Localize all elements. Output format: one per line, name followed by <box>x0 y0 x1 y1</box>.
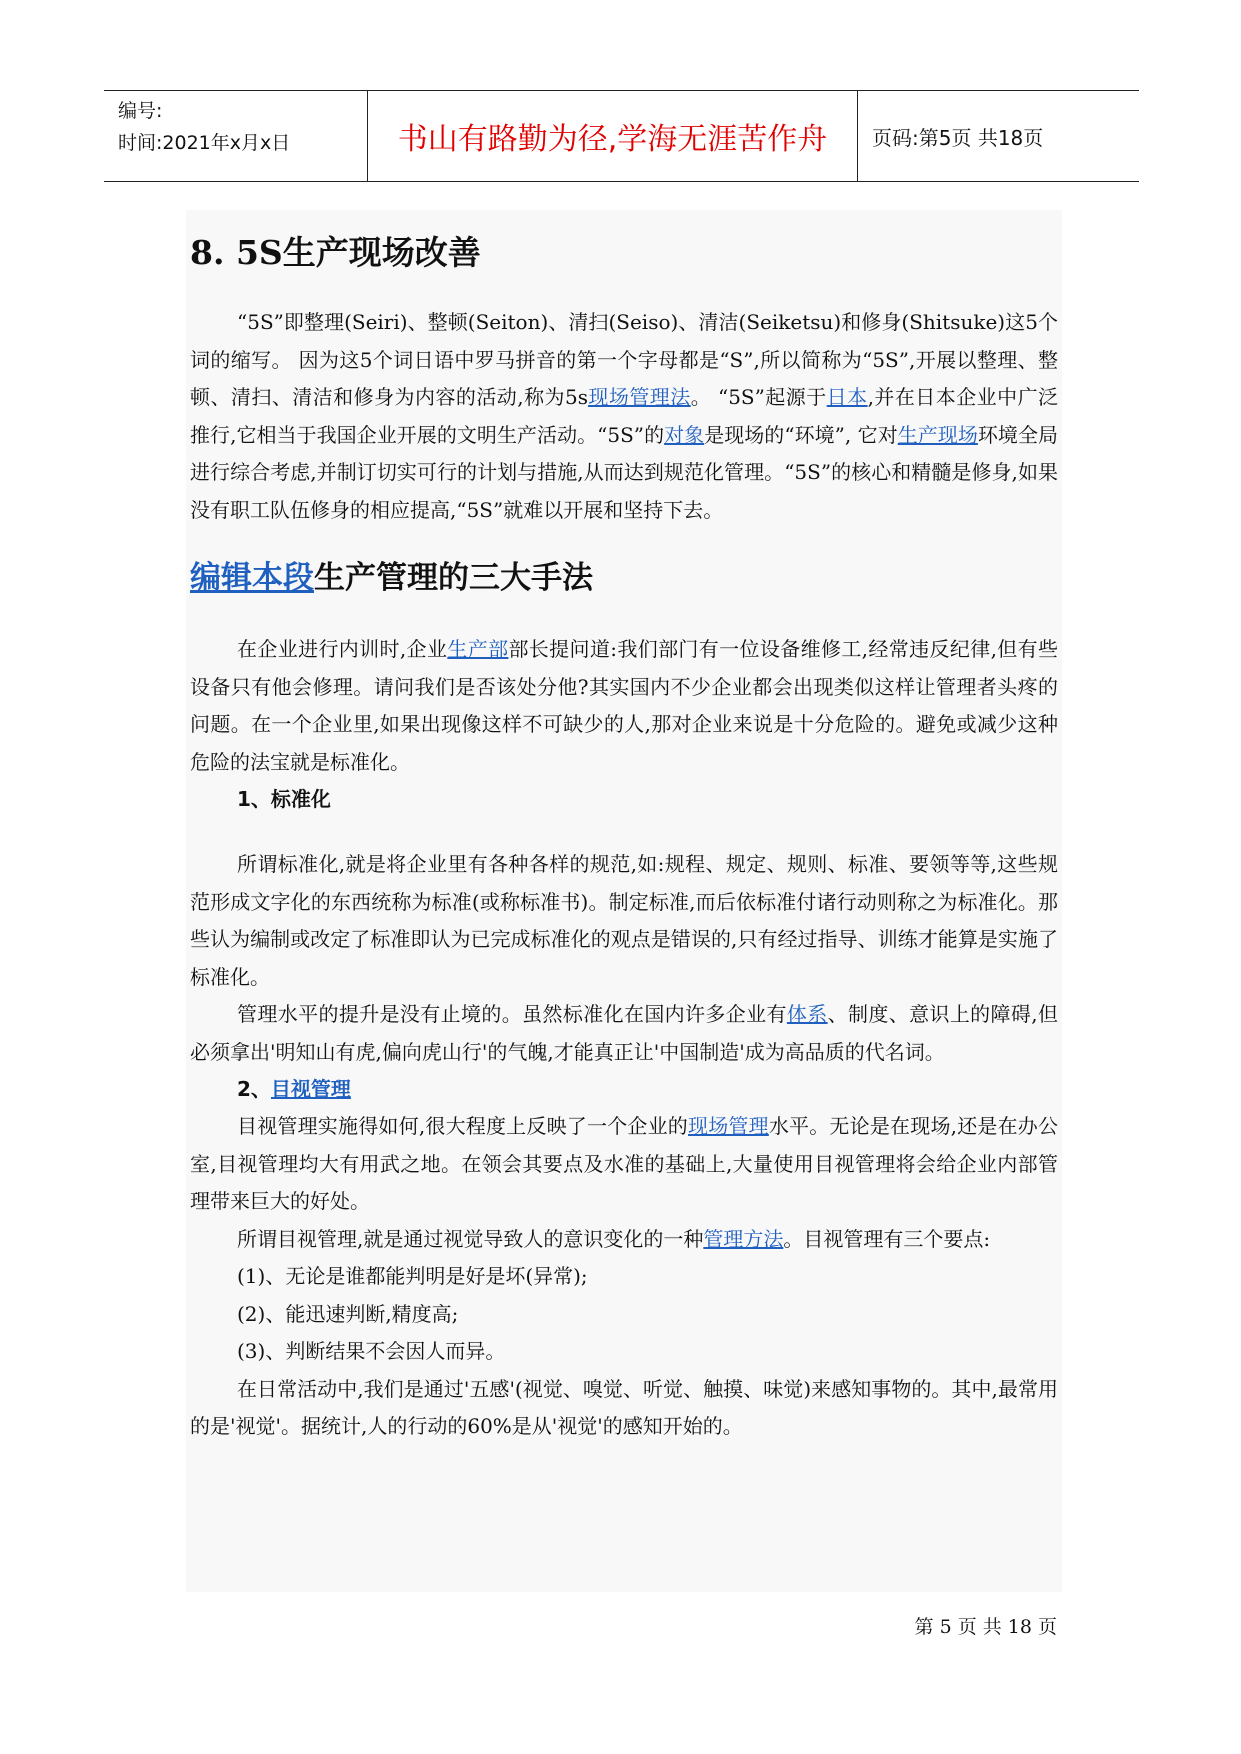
serial-label: 编号: <box>118 100 163 122</box>
link-mushi-guanli[interactable]: 目视管理 <box>270 1077 351 1101</box>
paragraph-training: 在企业进行内训时,企业生产部部长提问道:我们部门有一位设备维修工,经常违反纪律,但有些设备只有他会修理。请问我们是否该处分他?其实国内不少企业都会出现类似这样让管理者头疼的问题。在一个企业里,如果出现像这样不可缺少的人,那对企业来说是十分危险的。避免或减少这种危险的法宝就是标准化。 <box>190 637 1059 774</box>
paragraph-standardization-def: 所谓标准化,就是将企业里有各种各样的规范,如:规程、规定、规则、标准、要领等等,这些规范形成文字化的东西统称为标准(或称标准书)。制定标准,而后依标准付诸行动则称之为标准化。那些认为编制或改定了标准即认为已完成标准化的观点是错误的,只有经过指导、训练才能算是实施了标准化。 <box>190 852 1058 989</box>
link-tixi[interactable]: 体系 <box>786 1002 828 1026</box>
list-item: (1)、无论是谁都能判明是好是坏(异常); <box>237 1264 588 1288</box>
link-shengchanbu[interactable]: 生产部 <box>447 637 509 661</box>
header-motto: 书山有路勤为径,学海无涯苦作舟 <box>368 91 858 181</box>
section-heading <box>190 555 1058 601</box>
paragraph-visual-mgmt-def: 所谓目视管理,就是通过视觉导致人的意识变化的一种管理方法。目视管理有三个要点: <box>237 1226 991 1251</box>
article-title: 8. 5S生产现场改善 <box>190 233 481 272</box>
link-xianchang-guanlifa[interactable]: 现场管理法 <box>587 385 691 409</box>
paragraph-five-senses: 在日常活动中,我们是通过'五感'(视觉、嗅觉、听觉、触摸、味觉)来感知事物的。其中,最常用的是'视觉'。据统计,人的行动的60%是从'视觉'的感知开始的。 <box>190 1376 1058 1438</box>
link-riben[interactable]: 日本 <box>826 385 868 409</box>
link-guanli-fangfa[interactable]: 管理方法 <box>703 1226 784 1251</box>
article-body <box>186 210 1062 1592</box>
subheading-standardization: 1、标准化 <box>237 787 331 811</box>
time-label: 时间:2021年x月x日 <box>118 132 291 154</box>
link-shengchan-xianchang[interactable]: 生产现场 <box>897 422 978 447</box>
link-duixiang[interactable]: 对象 <box>664 422 705 447</box>
edit-section-link[interactable]: 编辑本段 <box>190 560 314 596</box>
list-item: (2)、能迅速判断,精度高; <box>237 1301 459 1326</box>
paragraph-visual-mgmt-intro: 目视管理实施得如何,很大程度上反映了一个企业的现场管理水平。无论是在现场,还是在办公室,目视管理均大有用武之地。在领会其要点及水准的基础上,大量使用目视管理将会给企业内部管理带来巨大的好处。 <box>190 1114 1059 1213</box>
paragraph-management-level: 管理水平的提升是没有止境的。虽然标准化在国内许多企业有体系、制度、意识上的障碍,但必须拿出'明知山有虎,偏向虎山行'的气魄,才能真正让'中国制造'成为高品质的代名词。 <box>190 1002 1059 1064</box>
page-header <box>104 90 1139 182</box>
list-item: (3)、判断结果不会因人而异。 <box>237 1339 506 1363</box>
header-page-info: 页码:第5页 共18页 <box>872 125 1044 150</box>
page-footer <box>0 1612 1241 1639</box>
header-meta <box>104 91 368 181</box>
subheading-visual-management: 2、目视管理 <box>237 1077 351 1101</box>
footer-page-number: 第 5 页 共 18 页 <box>914 1616 1057 1638</box>
link-xianchang-guanli[interactable]: 现场管理 <box>688 1114 769 1138</box>
paragraph-5s-intro: “5S”即整理(Seiri)、整顿(Seiton)、清扫(Seiso)、清洁(Seiketsu)和修身(Shitsuke)这5个词的缩写。 因为这5个词日语中罗马拼音的第一个字母都是“S”,所以简称为“5S”,开展以整理、整顿、清扫、清洁和修身为内容的活动,称为5s现场管理法。 “5S”起源于日本,并在日本企业中广泛推行,它相当于我国企业开展的文明生产活动。“5S”的对象是现场的“环境”, 它对生产现场环境全局进行综合考虑,并制订切实可行的计划与措施,从而达到规范化管理。“5S”的核心和精髓是修身,如果没有职工队伍修身的相应提高,“5S”就难以开展和坚持下去。 <box>190 310 1059 522</box>
section-title: 生产管理的三大手法 <box>314 560 593 596</box>
